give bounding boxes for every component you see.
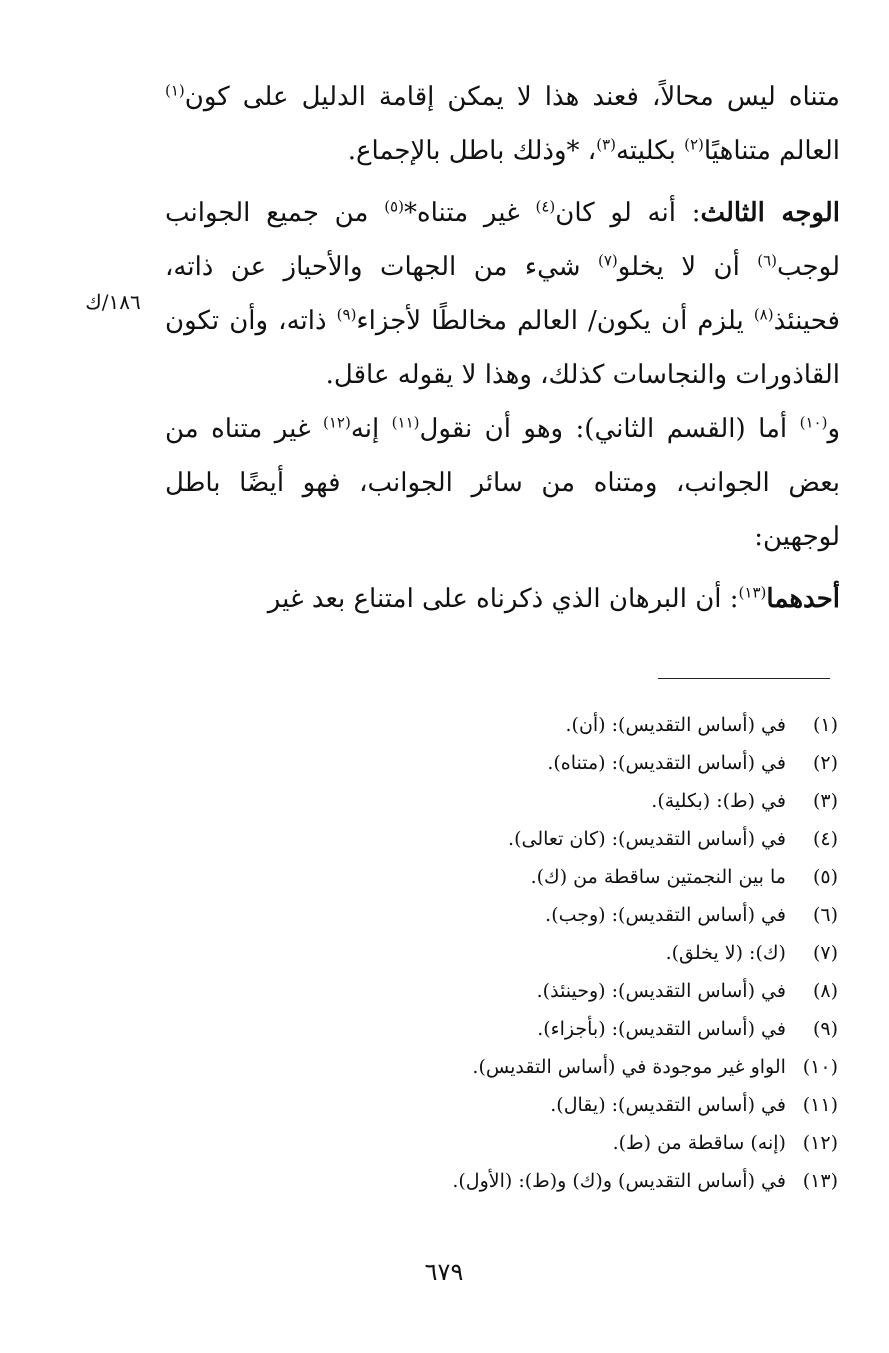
- footnote-marker-5[interactable]: (٥): [384, 197, 404, 216]
- text-run: من جميع الجوانب لوجب: [165, 198, 840, 282]
- footnote-number: (١٣): [802, 1170, 838, 1192]
- footnote-item: [300, 858, 838, 896]
- footnote-item: [300, 1124, 838, 1162]
- footnote-item: [300, 820, 838, 858]
- text-run: غير متناه من بعض الجوانب، ومتناه من سائر الجوانب، فهو أيضًا باطل لوجهين:: [165, 414, 840, 552]
- footnote-marker-7[interactable]: (٧): [597, 251, 618, 270]
- footnote-text: (ك): (لا يخلق).: [665, 942, 786, 964]
- footnote-marker-3[interactable]: (٣): [596, 135, 616, 154]
- footnote-marker-4[interactable]: (٤): [535, 197, 556, 216]
- footnote-text: في (أساس التقديس): (متناه).: [547, 752, 786, 774]
- footnote-number: (٩): [812, 1018, 838, 1040]
- footnote-text: في (أساس التقديس): (وجب).: [545, 904, 786, 926]
- text-run: ذاته، وأن تكون القاذورات والنجاسات كذلك، وهذا لا يقوله عاقل.: [165, 306, 840, 390]
- footnote-text: الواو غير موجودة في (أساس التقديس).: [472, 1056, 786, 1078]
- footnote-text: في (أساس التقديس): (وحينئذ).: [536, 980, 786, 1002]
- footnote-marker-9[interactable]: (٩): [336, 305, 357, 324]
- footnote-text: (إنه) ساقطة من (ط).: [612, 1132, 786, 1154]
- footnote-item: [300, 896, 838, 934]
- text-run: بكليته: [615, 136, 685, 166]
- main-text-body: [165, 70, 840, 626]
- footnote-item: [300, 1048, 838, 1086]
- footnote-text: في (أساس التقديس) و(ك) و(ط): (الأول).: [452, 1170, 786, 1192]
- footnote-text: في (أساس التقديس): (أن).: [565, 714, 786, 736]
- footnote-item: [300, 1162, 838, 1200]
- footnotes-list: [300, 706, 838, 1200]
- paragraph-3: [165, 402, 840, 564]
- footnote-number: (١٠): [802, 1056, 838, 1078]
- paragraph-2: [165, 186, 840, 402]
- text-run: متناه ليس محالاً، فعند هذا لا يمكن إقامة الدليل على كون: [184, 82, 840, 112]
- section-heading-first-of-two: أحدهما: [766, 584, 840, 614]
- footnote-item: [300, 744, 838, 782]
- footnote-number: (٤): [812, 828, 838, 850]
- footnote-text: ما بين النجمتين ساقطة من (ك).: [530, 866, 786, 888]
- text-run: شيء من الجهات والأحياز عن ذاته، فحينئذ: [165, 252, 840, 336]
- footnote-number: (١): [812, 714, 838, 736]
- footnote-number: (٢): [812, 752, 838, 774]
- footnote-number: (٣): [812, 790, 838, 812]
- footnote-marker-12[interactable]: (١٢): [322, 413, 351, 432]
- footnote-text: في (أساس التقديس): (بأجزاء).: [537, 1018, 786, 1040]
- footnote-text: في (أساس التقديس): (يقال).: [550, 1094, 786, 1116]
- footnote-number: (١٢): [802, 1132, 838, 1154]
- paragraph-1: [165, 70, 840, 178]
- page-number: ٦٧٩: [424, 1258, 464, 1286]
- footnote-number: (٨): [812, 980, 838, 1002]
- footnote-number: (٧): [812, 942, 838, 964]
- footnote-text: في (ط): (بكلية).: [651, 790, 786, 812]
- text-run: إنه: [350, 414, 392, 444]
- footnote-marker-6[interactable]: (٦): [757, 251, 778, 270]
- text-run: : أنه لو كان: [555, 198, 701, 228]
- text-run: : أن البرهان الذي ذكرناه على امتناع بعد غير: [267, 584, 739, 614]
- footnote-item: [300, 972, 838, 1010]
- manuscript-folio-note: ١٨٦/ك: [85, 290, 141, 314]
- section-heading-third-aspect: الوجه الثالث: [700, 198, 840, 228]
- footnote-item: [300, 1086, 838, 1124]
- footnote-marker-11[interactable]: (١١): [391, 413, 420, 432]
- text-run: غير متناه*: [403, 198, 536, 228]
- footnote-item: [300, 1010, 838, 1048]
- footnote-marker-10[interactable]: (١٠): [799, 413, 828, 432]
- footnote-marker-2[interactable]: (٢): [684, 135, 704, 154]
- text-run: يلزم أن يكون/ العالم مخالطًا لأجزاء: [356, 306, 754, 336]
- text-run: و: [827, 414, 840, 444]
- footnote-marker-1[interactable]: (١): [165, 81, 185, 100]
- text-run: أن لا يخلو: [617, 252, 758, 282]
- footnote-marker-13[interactable]: (١٣): [738, 583, 767, 602]
- footnote-number: (٥): [812, 866, 838, 888]
- footnote-number: (١١): [802, 1094, 838, 1116]
- footnote-marker-8[interactable]: (٨): [753, 305, 774, 324]
- text-run: أما (القسم الثاني): وهو أن نقول: [419, 414, 800, 444]
- text-run: ، *وذلك باطل بالإجماع.: [347, 136, 597, 166]
- footnote-item: [300, 782, 838, 820]
- footnote-item: [300, 706, 838, 744]
- footnote-separator: [658, 678, 830, 679]
- footnote-item: [300, 934, 838, 972]
- text-run: العالم متناهيًا: [703, 136, 840, 166]
- footnote-text: في (أساس التقديس): (كان تعالى).: [508, 828, 786, 850]
- paragraph-4: [165, 572, 840, 626]
- footnote-number: (٦): [812, 904, 838, 926]
